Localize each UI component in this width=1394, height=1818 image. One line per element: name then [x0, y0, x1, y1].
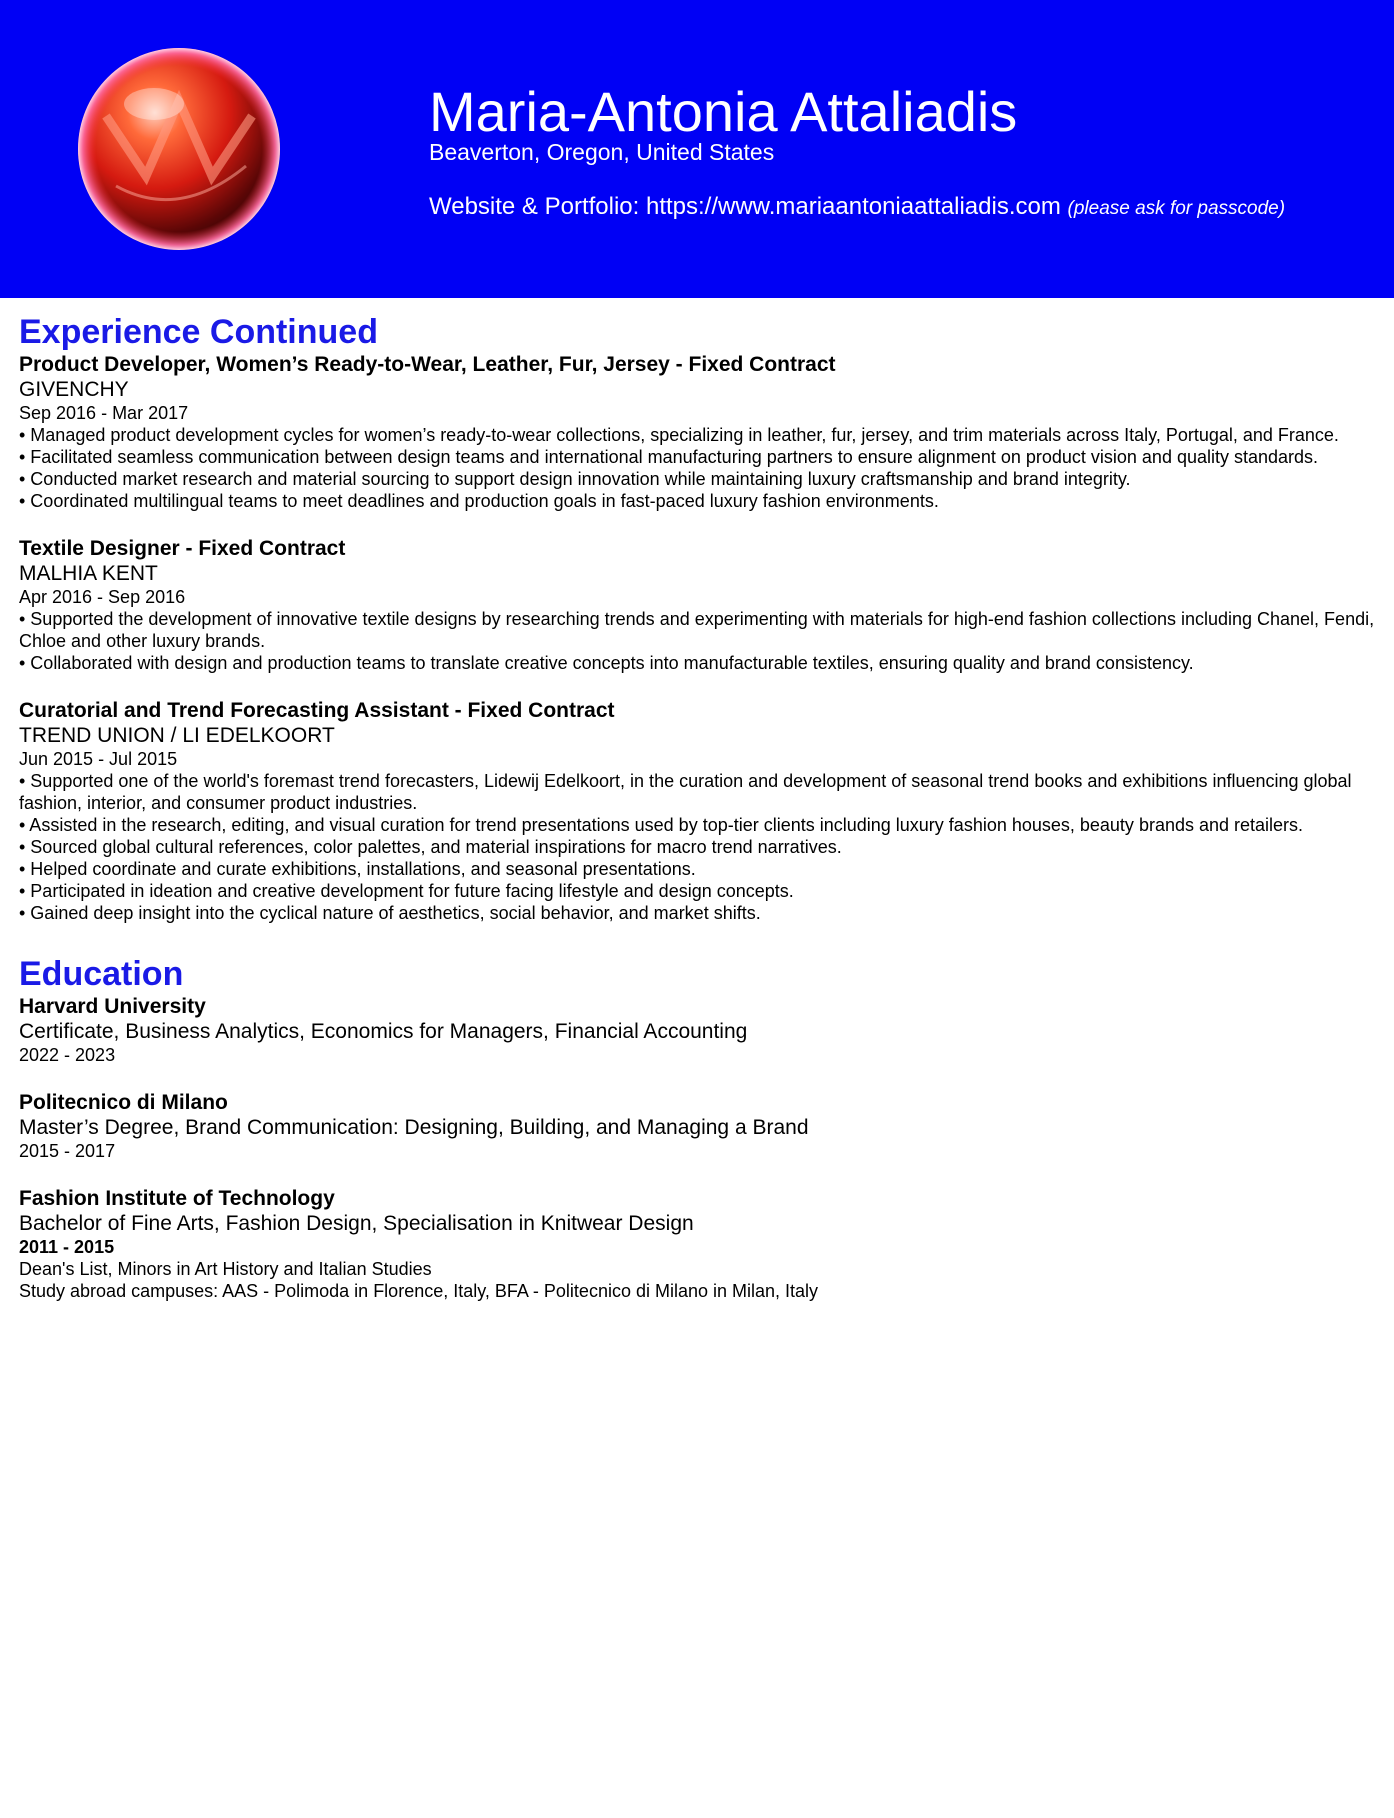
job-bullet: • Conducted market research and material sourcing to support design innovation while maintaining luxury craftsmanship and brand integrity.	[19, 469, 1131, 489]
job-entry	[19, 536, 1379, 674]
school-name: Harvard University	[19, 995, 206, 1018]
job-bullet: • Coordinated multilingual teams to meet deadlines and production goals in fast-paced luxury fashion environments.	[19, 491, 939, 511]
job-title: Curatorial and Trend Forecasting Assistant - Fixed Contract	[19, 699, 615, 722]
job-bullet: • Facilitated seamless communication between design teams and international manufacturing partners to ensure alignment on product vision and quality standards.	[19, 447, 1319, 467]
job-bullet: • Supported one of the world's foremast trend forecasters, Lidewij Edelkoort, in the curation and development of seasonal trend books and exhibitions influencing global fashion, interior, and consumer product industries.	[19, 771, 1352, 813]
job-bullet: • Assisted in the research, editing, and visual curation for trend presentations used by top-tier clients including luxury fashion houses, beauty brands and retailers.	[19, 815, 1304, 835]
degree: Bachelor of Fine Arts, Fashion Design, Specialisation in Knitwear Design	[19, 1212, 694, 1235]
job-bullet: • Supported the development of innovative textile designs by researching trends and experimenting with materials for high-end fashion collections including Chanel, Fendi, Chloe and other luxury brands.	[19, 609, 1375, 651]
job-dates: Sep 2016 - Mar 2017	[19, 403, 189, 423]
job-entry	[19, 352, 1379, 512]
job-company: TREND UNION / LI EDELKOORT	[19, 724, 335, 747]
experience-list	[19, 352, 1379, 924]
job-company: GIVENCHY	[19, 378, 129, 401]
job-entry	[19, 698, 1379, 924]
education-years: 2022 - 2023	[19, 1045, 116, 1065]
job-bullet: • Collaborated with design and production teams to translate creative concepts into manufacturable textiles, ensuring quality and brand consistency.	[19, 653, 1194, 673]
job-bullet: • Helped coordinate and curate exhibitions, installations, and seasonal presentations.	[19, 859, 696, 879]
website-link[interactable]: Website & Portfolio: https://www.mariaantoniaattaliadis.com	[429, 193, 1061, 220]
education-entry	[19, 1186, 1379, 1302]
school-name: Politecnico di Milano	[19, 1091, 228, 1114]
experience-section-title: Experience Continued	[19, 313, 378, 351]
resume-body	[19, 312, 1379, 1326]
job-bullet: • Gained deep insight into the cyclical nature of aesthetics, social behavior, and market shifts.	[19, 903, 761, 923]
school-name: Fashion Institute of Technology	[19, 1187, 335, 1210]
education-section-title: Education	[19, 955, 184, 993]
job-title: Textile Designer - Fixed Contract	[19, 537, 346, 560]
degree: Certificate, Business Analytics, Economics for Managers, Financial Accounting	[19, 1020, 748, 1043]
job-title: Product Developer, Women’s Ready-to-Wear, Leather, Fur, Jersey - Fixed Contract	[19, 353, 836, 376]
job-bullet: • Sourced global cultural references, color palettes, and material inspirations for macro trend narratives.	[19, 837, 842, 857]
degree: Master’s Degree, Brand Communication: Designing, Building, and Managing a Brand	[19, 1116, 809, 1139]
education-years: 2015 - 2017	[19, 1141, 116, 1161]
chrome-sphere-logo-icon	[76, 46, 282, 252]
education-entry	[19, 994, 1379, 1066]
job-company: MALHIA KENT	[19, 562, 158, 585]
candidate-name: Maria-Antonia Attaliadis	[429, 80, 1018, 143]
job-dates: Apr 2016 - Sep 2016	[19, 587, 186, 607]
website-line	[429, 192, 1285, 224]
header-banner	[0, 0, 1394, 298]
education-note: Dean's List, Minors in Art History and Italian Studies	[19, 1259, 432, 1279]
education-years: 2011 - 2015	[19, 1237, 115, 1257]
education-entry	[19, 1090, 1379, 1162]
candidate-location: Beaverton, Oregon, United States	[429, 139, 775, 165]
job-bullet: • Participated in ideation and creative development for future facing lifestyle and design concepts.	[19, 881, 794, 901]
passcode-note: (please ask for passcode)	[1067, 198, 1286, 219]
education-list	[19, 994, 1379, 1302]
job-bullet: • Managed product development cycles for women’s ready-to-wear collections, specializing in leather, fur, jersey, and trim materials across Italy, Portugal, and France.	[19, 425, 1339, 445]
job-dates: Jun 2015 - Jul 2015	[19, 749, 178, 769]
education-note: Study abroad campuses: AAS - Polimoda in Florence, Italy, BFA - Politecnico di Milano in Milan, Italy	[19, 1281, 819, 1301]
